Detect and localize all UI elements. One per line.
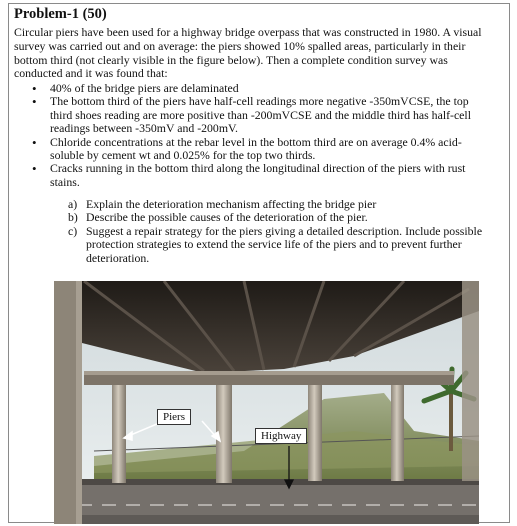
pier-column — [391, 385, 404, 481]
task-marker: a) — [68, 197, 78, 211]
pier-column — [308, 385, 322, 481]
highway-label: Highway — [255, 428, 307, 444]
finding-item: • 40% of the bridge piers are delaminated — [14, 82, 494, 95]
task-list — [14, 198, 494, 265]
intro-line: conducted and it was found that: — [14, 66, 168, 81]
pier-cap-top — [84, 371, 454, 375]
finding-item: • Chloride concentrations at the rebar level in the bottom third are on average 0.4% acid- soluble by cement wt and 0.025% for the top two thirds. — [14, 136, 494, 163]
piers-label: Piers — [157, 409, 191, 425]
task-item: c) Suggest a repair strategy for the piers giving a detailed description. Include possible protection strategies to extend the service life of the piers and to prevent further deterioration. — [68, 223, 483, 265]
bridge-photo — [54, 281, 479, 524]
pier-column — [112, 385, 126, 483]
intro-line: bottom third (not clearly visible in the figure below). Then a complete condition survey was — [14, 52, 448, 67]
findings-list — [14, 82, 494, 189]
intro-line: survey was carried out and on average: the piers showed 10% spalled areas, particularly in their — [14, 38, 466, 53]
task-marker: b) — [68, 210, 78, 225]
task-item: b) Describe the possible causes of the deterioration of the pier. — [68, 210, 368, 225]
intro-line: Circular piers have been used for a highway bridge overpass that was constructed in 1980. A visual — [14, 25, 482, 39]
problem-intro — [14, 26, 504, 81]
task-marker: c) — [68, 223, 78, 238]
bridge-photo-drawing — [54, 281, 479, 524]
problem-title: Problem-1 (50) — [14, 6, 107, 22]
shoulder — [54, 515, 479, 524]
task-item: a) Explain the deterioration mechanism affecting the bridge pier — [68, 197, 377, 211]
finding-item: • Cracks running in the bottom third along the longitudinal direction of the piers with rust stains. — [14, 162, 494, 189]
finding-item: • The bottom third of the piers have half-cell readings more negative -350mVCSE, the top third shoes reading are more positive than -200mVCSE and the middle third has half-cell readings between -350mV and -200mV. — [14, 95, 494, 135]
pier-column — [462, 281, 479, 481]
